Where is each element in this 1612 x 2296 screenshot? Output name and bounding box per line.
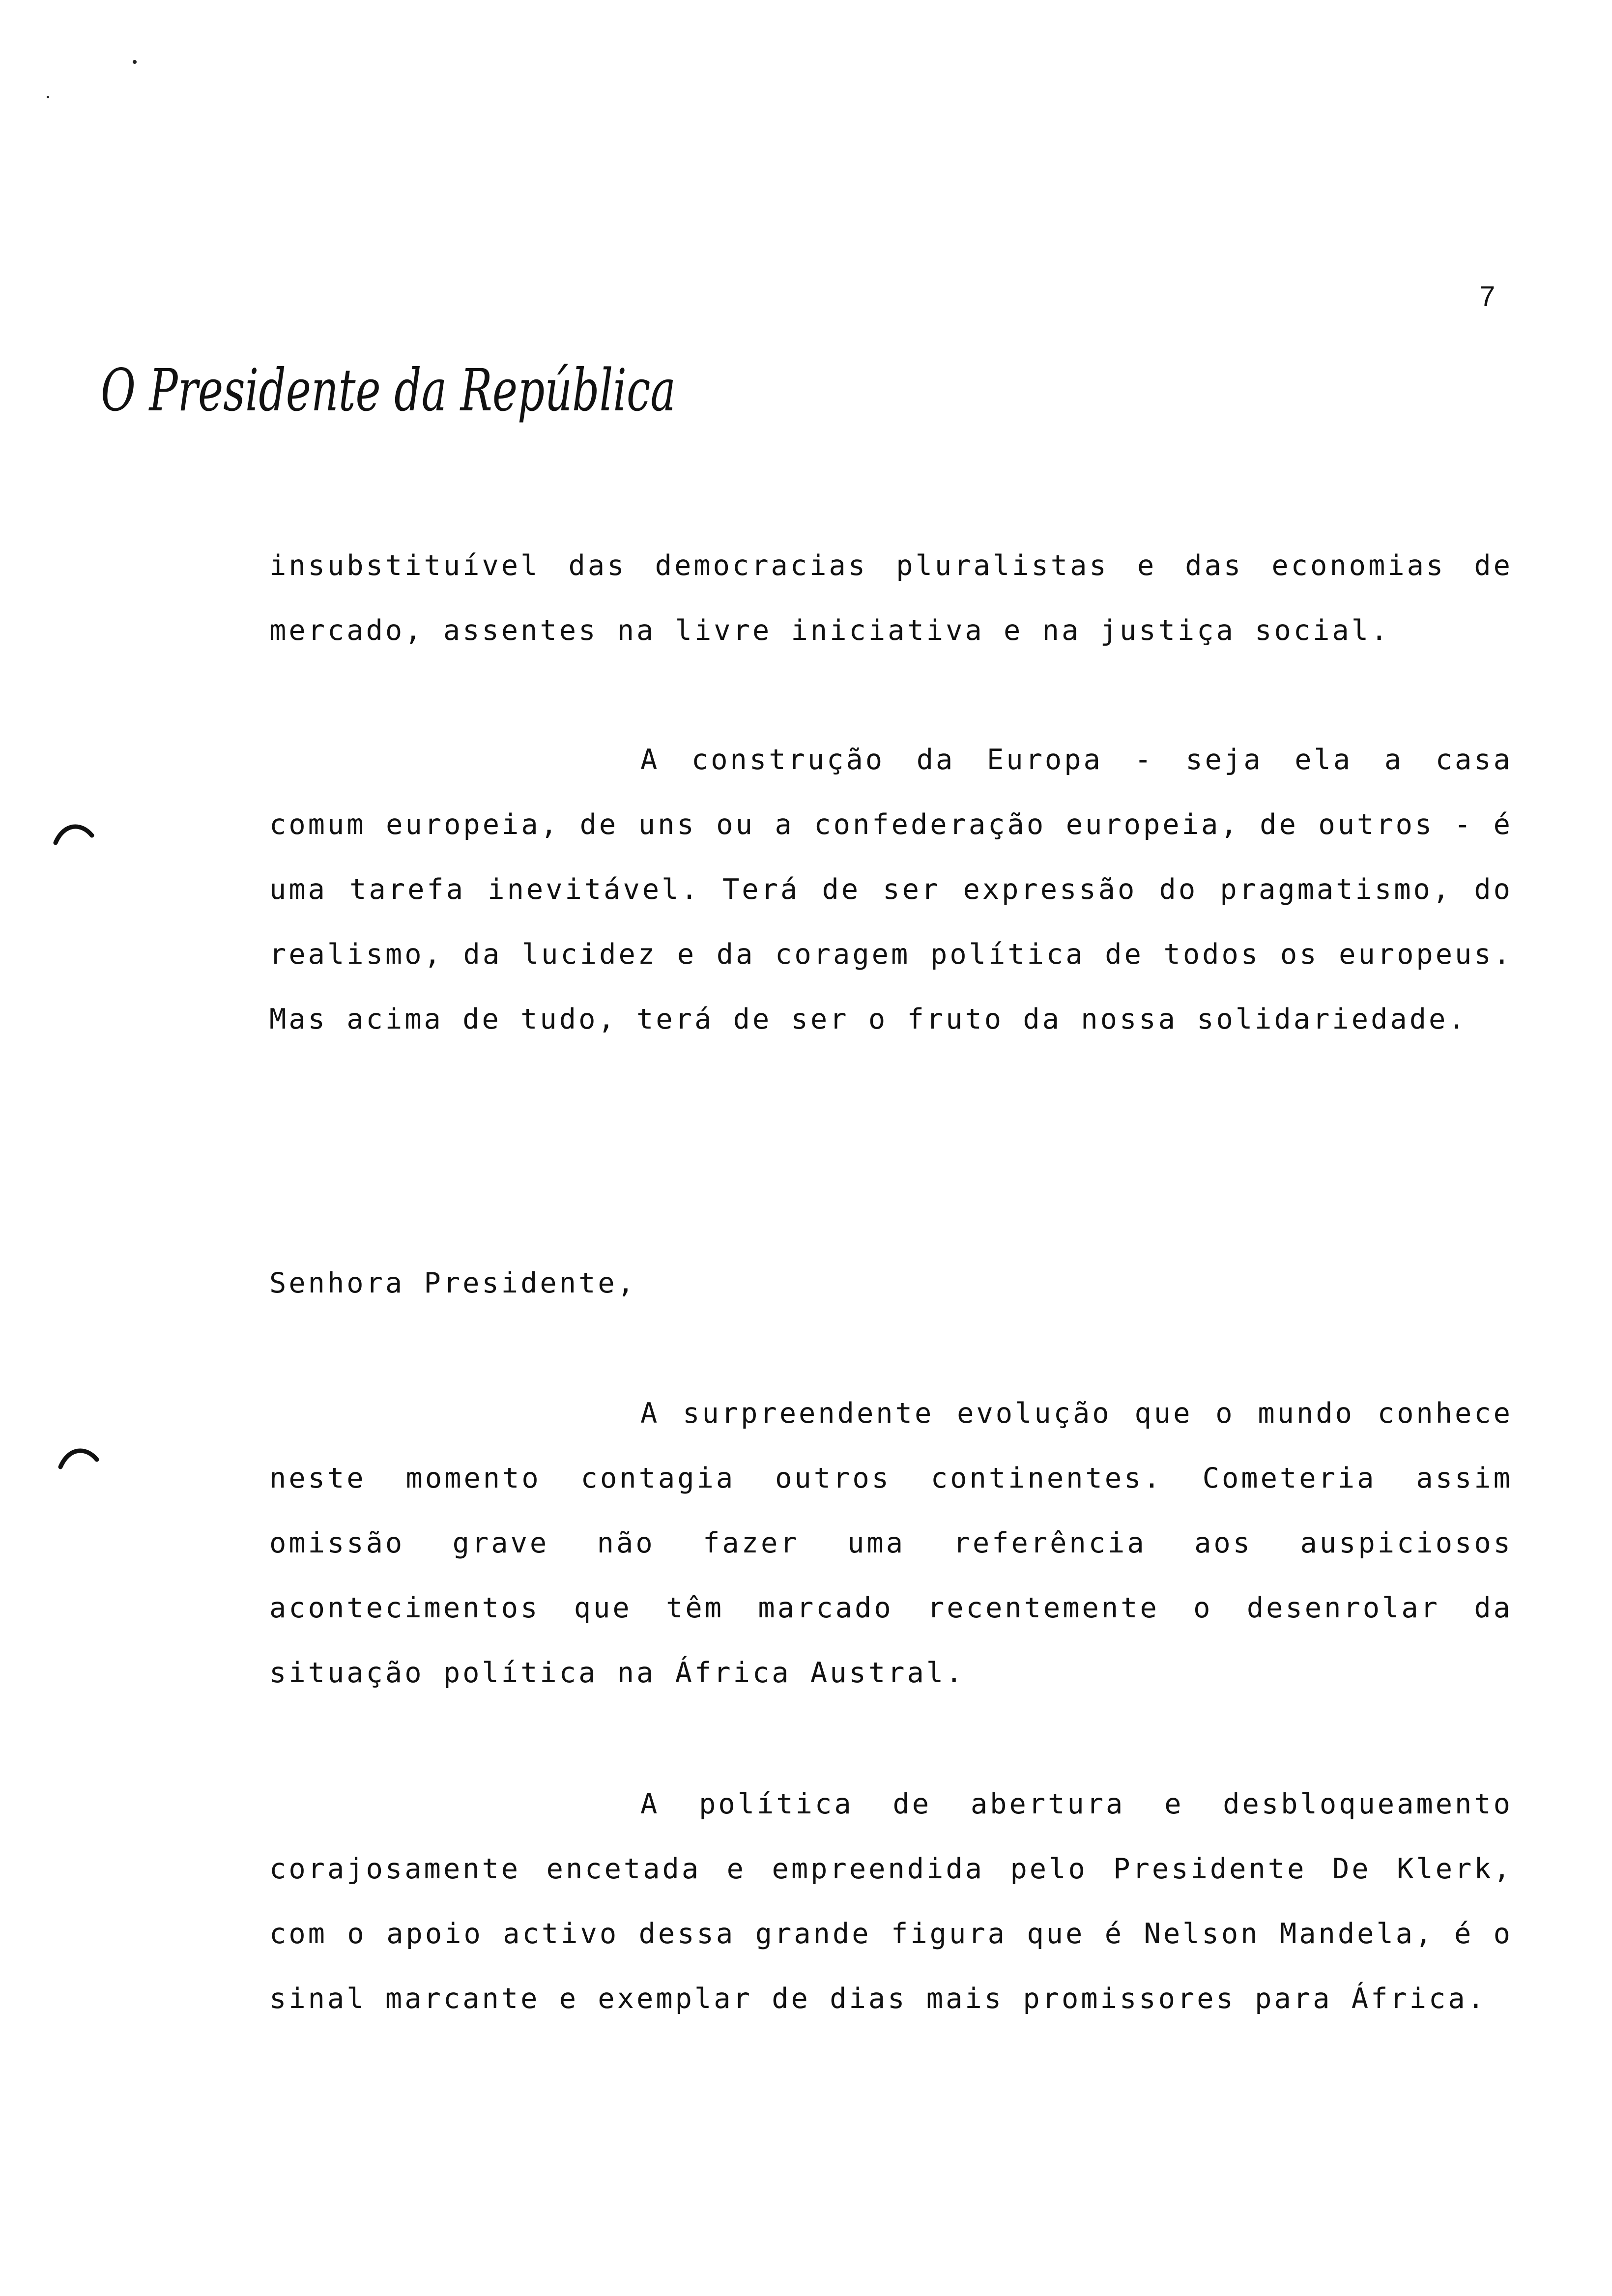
letterhead-logo: [101, 346, 681, 435]
page-number: 7: [1479, 281, 1496, 313]
paragraph-de-klerk-mandela: A política de abertura e desbloqueamento corajosamente encetada e empreendida pelo Presidente De Klerk, com o apoio activo dessa grande figura que é Nelson Mandela, é o sinal marcante e exemplar de dias mais promissores para África.: [269, 1788, 1513, 2015]
scan-speck: [47, 96, 49, 98]
paragraph-continuation: insubstituível das democracias pluralistas e das economias de mercado, assentes na livre iniciativa e na justiça social.: [269, 549, 1513, 647]
salutation: Senhora Presidente,: [269, 1267, 637, 1299]
binding-hole-mark: [57, 1442, 101, 1472]
binding-hole-mark: [52, 818, 96, 848]
svg-text:O Presidente da República: O Presidente da República: [101, 356, 676, 424]
scan-speck: [133, 60, 137, 64]
paragraph-europe: A construção da Europa - seja ela a casa comum europeia, de uns ou a confederação europeia, de outros - é uma tarefa inevitável. Terá de ser expressão do pragmatismo, do realismo, da lucidez e da coragem política de todos os europeus. Mas acima de tudo, terá de ser o fruto da nossa solidariedade.: [269, 744, 1513, 1035]
paragraph-southern-africa: A surpreendente evolução que o mundo conhece neste momento contagia outros continentes. Cometeria assim omissão grave não fazer uma referência aos auspiciosos acontecimentos que têm marcado recentemente o desenrolar da situação política na África Austral.: [269, 1397, 1513, 1689]
